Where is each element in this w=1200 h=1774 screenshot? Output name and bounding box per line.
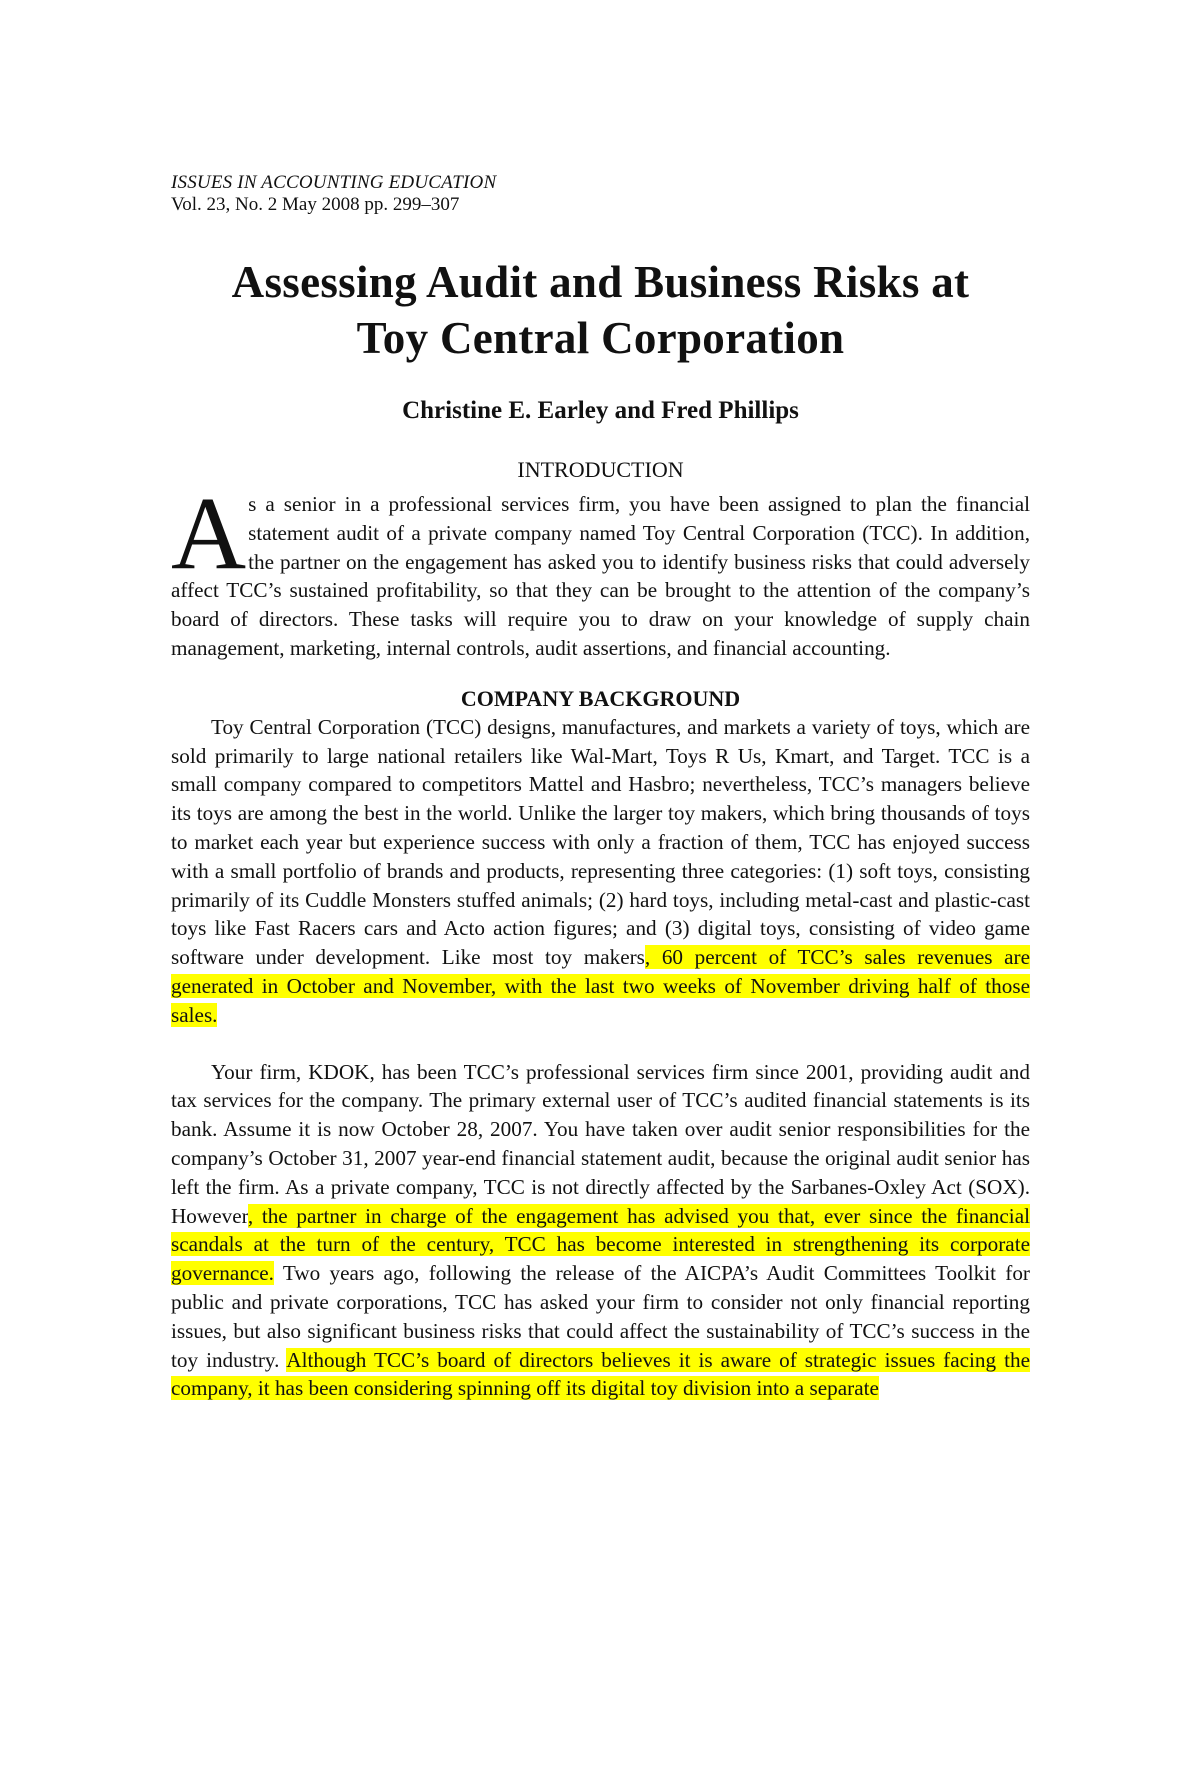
company-background-paragraph-1 — [171, 713, 1030, 1030]
company-background-paragraph-2 — [171, 1058, 1030, 1404]
highlighted-text: Although TCC’s board of directors believes it is aware of strategic issues facing the company, it has been considering spinning off its digital toy division into a separate — [171, 1347, 1031, 1401]
paragraph-text: Toy Central Corporation (TCC) designs, manufactures, and markets a variety of toys, which are sold primarily to large national retailers like Wal-Mart, Toys R Us, Kmart, and Target. TCC is a small company compared to competitors Mattel and Hasbro; nevertheless, TCC’s managers believe its toys are among the best in the world. Unlike the larger toy makers, which bring thousands of toys to market each year but experience success with only a fraction of them, TCC has enjoyed success with a small portfolio of brands and products, representing three categories: (1) soft toys, consisting primarily of its Cuddle Monsters stuffed animals; (2) hard toys, including metal-cast and plastic-cast toys like Fast Racers cars and Acto action figures; and (3) digital toys, consisting of video game software under development. Like most toy makers — [171, 714, 1030, 970]
introduction-paragraph — [171, 476, 1030, 663]
company-background-heading: COMPANY BACKGROUND — [460, 685, 741, 711]
highlighted-text: , 60 percent of TCC’s sales revenues are generated in October and November, with the last two weeks of November driving half of those sales. — [171, 945, 1030, 1027]
drop-cap: A — [171, 476, 247, 591]
article-title-line-2: Toy Central Corporation — [356, 313, 845, 363]
introduction-heading: INTRODUCTION — [517, 457, 684, 482]
highlighted-text: , the partner in charge of the engagement has advised you that, ever since the financial scandals at the turn of the century, TCC has become interested in strengthening its corporate governance. — [171, 1203, 1030, 1286]
paragraph-text: Your firm, KDOK, has been TCC’s professional services firm since 2001, providing audit and tax services for the company. The primary external user of TCC’s audited financial statements is its bank. Assume it is now October 28, 2007. You have taken over audit senior responsibilities for the company’s October 31, 2007 year-end financial statement audit, because the original audit senior has left the firm. As a private company, TCC is not directly affected by the Sarbanes-Oxley Act (SOX). However — [171, 1059, 1030, 1228]
journal-name: ISSUES IN ACCOUNTING EDUCATION — [171, 172, 497, 193]
paragraph-text: Two years ago, following the release of the AICPA’s Audit Committees Toolkit for public and private corporations, TCC has asked your firm to consider not only financial reporting issues, but also significant business risks that could affect the sustainability of TCC’s success in the toy industry. — [171, 1261, 1030, 1372]
article-title — [171, 254, 1030, 366]
article-authors: Christine E. Earley and Fred Phillips — [402, 397, 799, 424]
journal-citation: Vol. 23, No. 2 May 2008 pp. 299–307 — [171, 194, 460, 215]
article-title-line-1: Assessing Audit and Business Risks at — [231, 257, 970, 307]
article-content — [171, 172, 1030, 1403]
journal-header — [171, 172, 1030, 216]
introduction-text: s a senior in a professional services firm, you have been assigned to plan the financial statement audit of a private company named Toy Central Corporation (TCC). In addition, the partner on the engagement has asked you to identify business risks that could adversely affect TCC’s sustained profitability, so that they can be brought to the attention of the company’s board of directors. These tasks will require you to draw on your knowledge of supply chain management, marketing, internal controls, audit assertions, and financial accounting. — [171, 492, 1030, 660]
